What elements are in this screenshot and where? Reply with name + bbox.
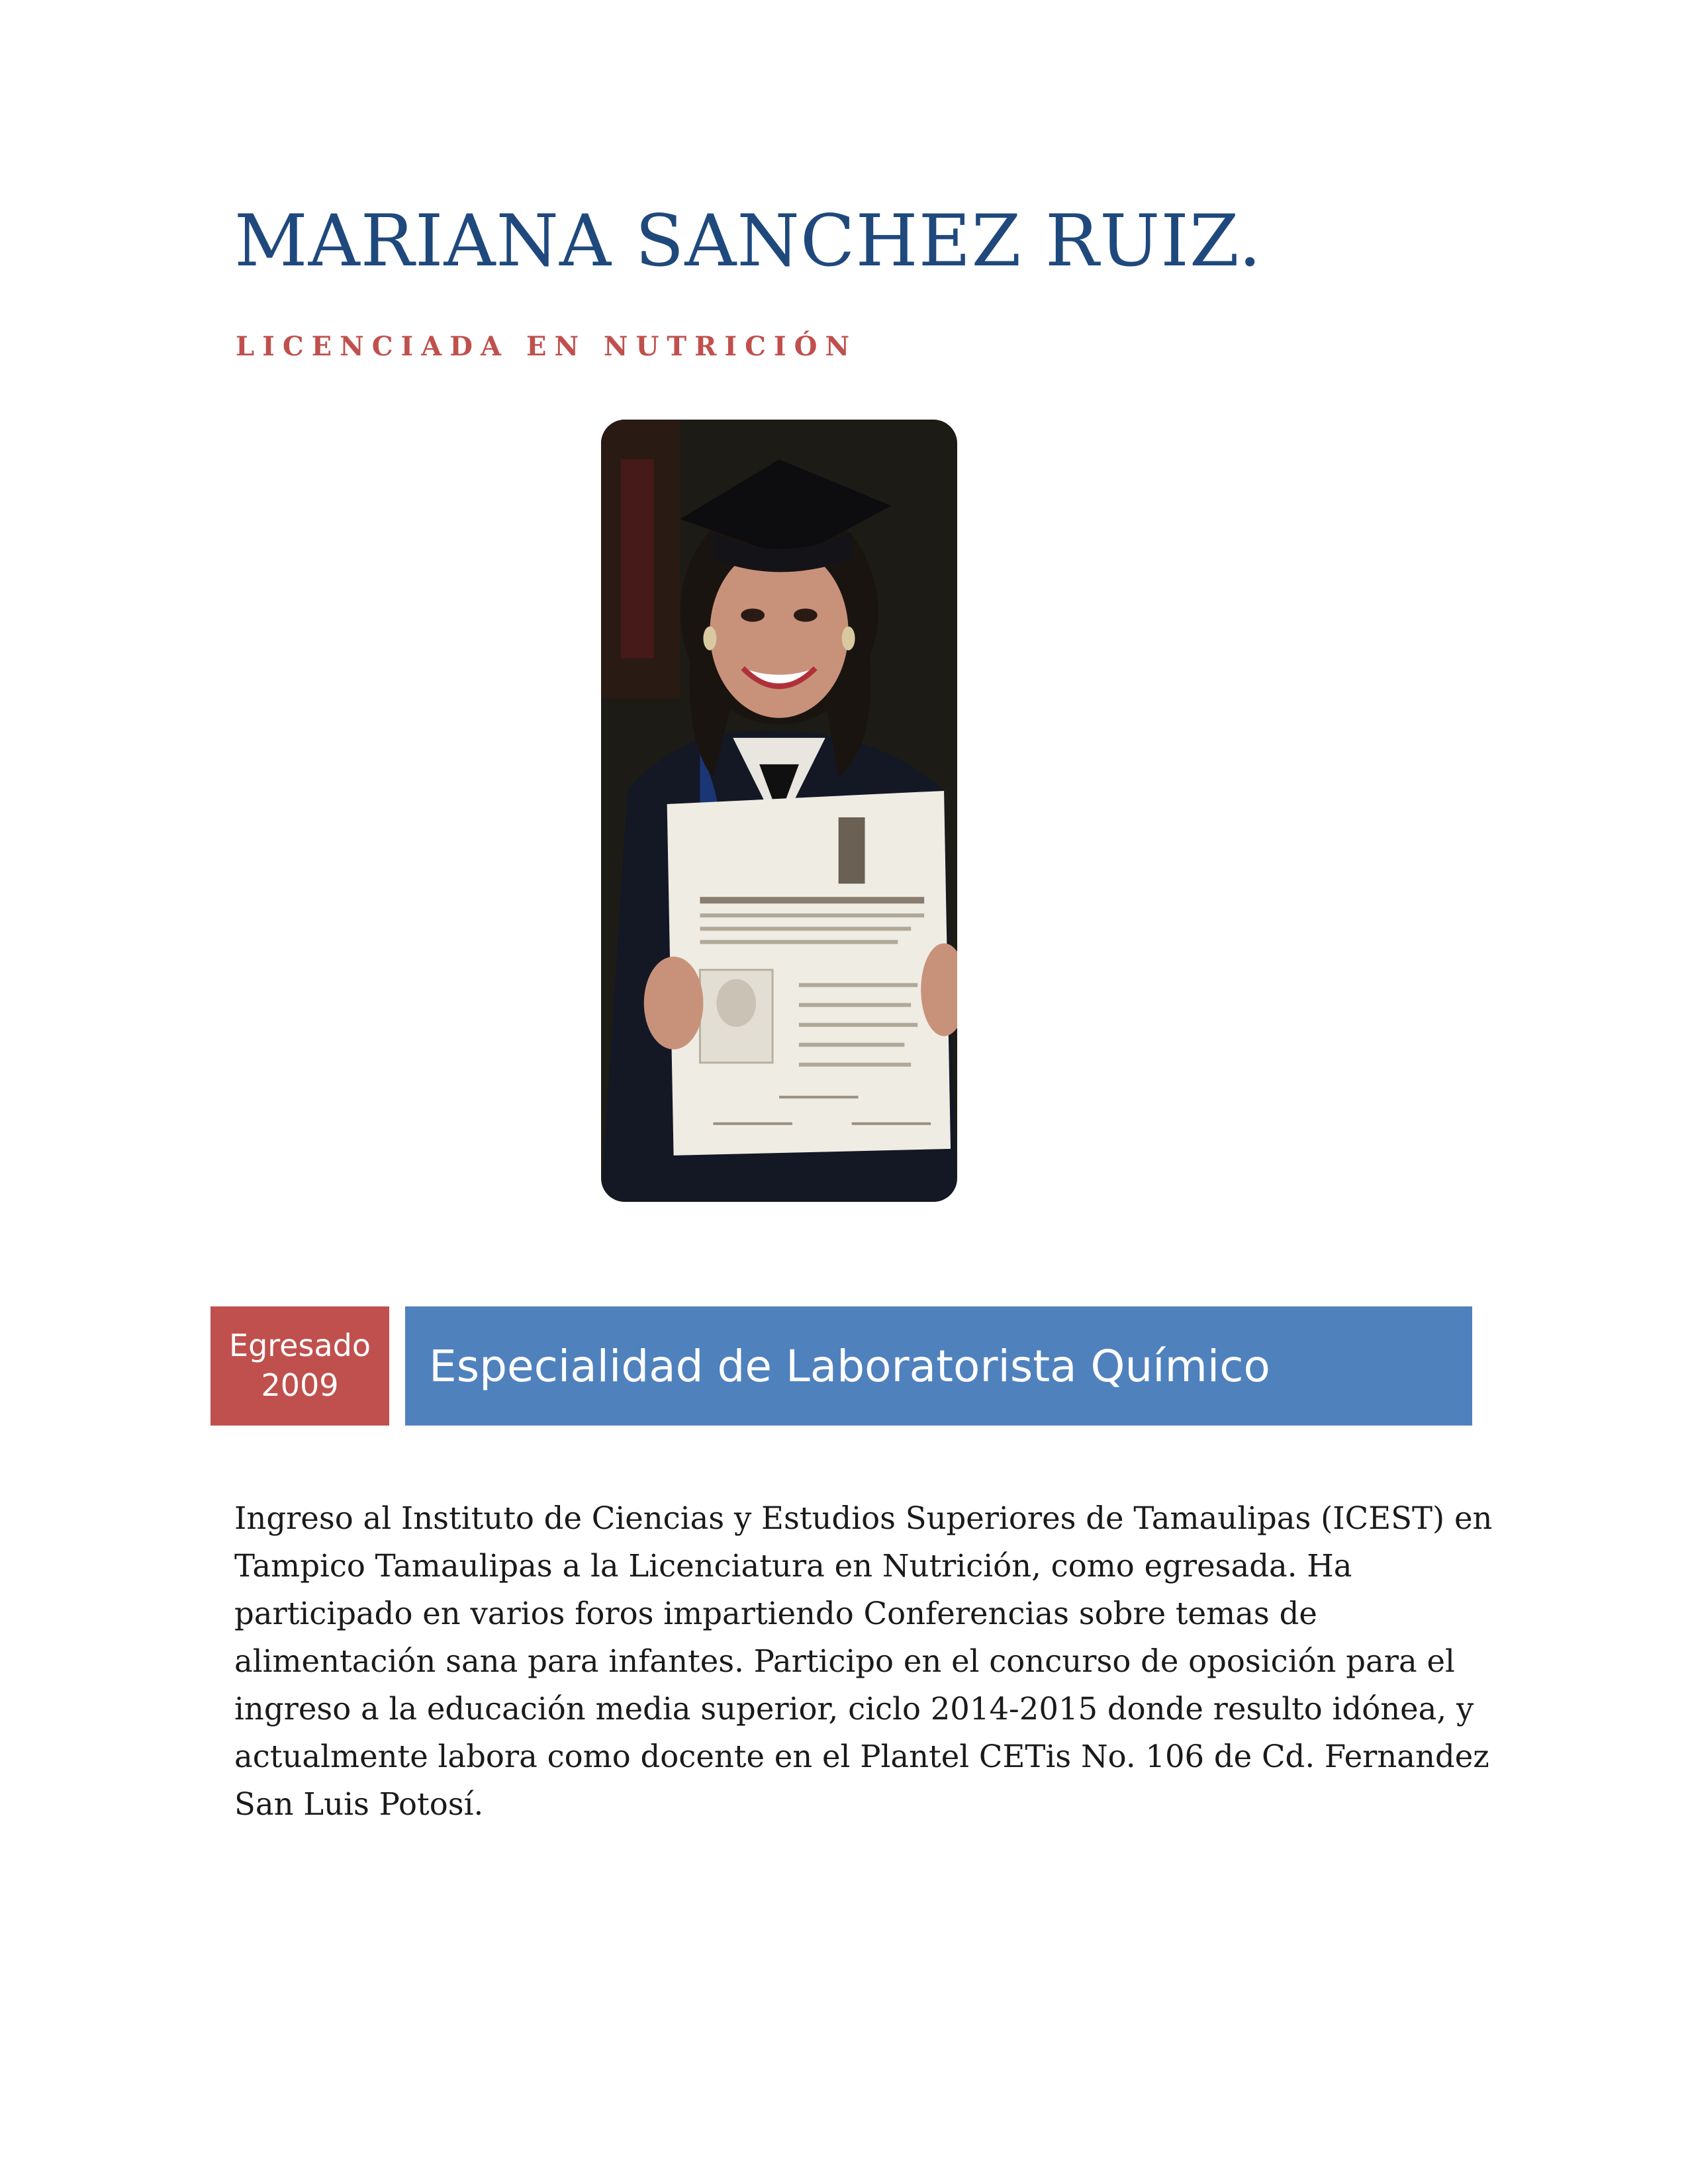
bio-line: actualmente labora como docente en el Plantel CETis No. 106 de Cd. Fernandez [234,1739,1489,1774]
bio-line: Tampico Tamaulipas a la Licenciatura en Nutrición, como egresada. Ha [234,1548,1352,1584]
graduation-year-badge [211,1306,389,1426]
specialty-banner [405,1306,1472,1426]
bio-line: participado en varios foros impartiendo Conferencias sobre temas de [234,1596,1317,1631]
person-name: MARIANA SANCHEZ RUIZ. [234,200,1262,283]
bio-line: San Luis Potosí. [234,1786,484,1822]
badge-line-2: 2009 [261,1367,339,1403]
bio-line: alimentación sana para infantes. Participo en el concurso de oposición para el [234,1643,1455,1679]
bio-line: Ingreso al Instituto de Ciencias y Estudios Superiores de Tamaulipas (ICEST) en [234,1500,1493,1536]
bio-paragraph [234,1494,1493,1828]
bio-line: ingreso a la educación media superior, ciclo 2014-2015 donde resulto idónea, y [234,1691,1474,1727]
graduation-photo [590,410,968,1211]
professional-title: LICENCIADA EN NUTRICIÓN [236,331,858,362]
photo-frame [601,420,957,1202]
graduation-photo-illustration [601,420,957,1202]
badge-line-1: Egresado [229,1328,371,1364]
specialty-label: Especialidad de Laboratorista Químico [429,1340,1270,1392]
